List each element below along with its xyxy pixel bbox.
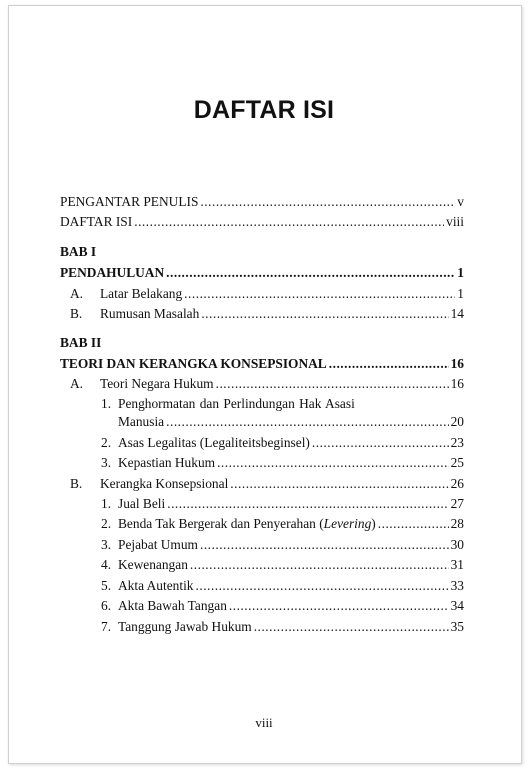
- toc-entry-page: viii: [446, 214, 464, 229]
- toc-entry-page: 27: [450, 496, 464, 511]
- dot-leader: [200, 194, 455, 210]
- toc-subsection-number: 2.: [101, 435, 112, 450]
- toc-entry-label: Kerangka Konsepsional: [100, 476, 229, 491]
- toc-entry-label: Latar Belakang: [100, 286, 183, 301]
- toc-entry-page: 16: [450, 376, 464, 391]
- toc-section-number: B.: [70, 476, 83, 491]
- toc-entry-label: DAFTAR ISI: [60, 214, 133, 229]
- toc-entry-label: Teori Negara Hukum: [100, 376, 214, 391]
- label-emphasis: Levering: [323, 516, 372, 531]
- dot-leader: [216, 376, 449, 392]
- toc-section-number: A.: [70, 286, 84, 301]
- toc-entry-label: Kepastian Hukum: [118, 455, 216, 470]
- toc-section-number: B.: [70, 306, 83, 321]
- dot-leader: [200, 537, 449, 553]
- toc-entry-pengantar[interactable]: [60, 194, 464, 210]
- toc-entry-latar-belakang[interactable]: [100, 286, 464, 302]
- chapter-heading-bab-1: BAB I: [60, 244, 97, 259]
- toc-subsection-number: 3.: [101, 537, 112, 552]
- dot-leader: [312, 435, 449, 451]
- toc-subsection-number: 4.: [101, 557, 112, 572]
- toc-entry-benda-tak-bergerak[interactable]: [118, 516, 464, 532]
- dot-leader: [166, 414, 448, 430]
- toc-entry-page: 25: [450, 455, 464, 470]
- toc-entry-label: PENDAHULUAN: [60, 265, 165, 280]
- toc-subsection-number: 7.: [101, 619, 112, 634]
- dot-leader: [329, 356, 449, 372]
- toc-entry-label: PENGANTAR PENULIS: [60, 194, 199, 209]
- toc-entry-penghormatan[interactable]: [118, 414, 464, 430]
- toc-entry-page: 35: [450, 619, 464, 634]
- toc-entry-page: 1: [457, 265, 464, 280]
- toc-entry-label: Kewenangan: [118, 557, 188, 572]
- dot-leader: [229, 598, 449, 614]
- dot-leader: [196, 578, 449, 594]
- toc-subsection-number: 1.: [101, 396, 112, 411]
- toc-entry-page: v: [457, 194, 464, 209]
- dot-leader: [254, 619, 449, 635]
- toc-entry-page: 26: [450, 476, 464, 491]
- toc-subsection-number: 2.: [101, 516, 112, 531]
- dot-leader: [134, 214, 444, 230]
- label-text: ): [371, 516, 376, 531]
- toc-entry-label: Akta Autentik: [118, 578, 194, 593]
- dot-leader: [201, 306, 448, 322]
- dot-leader: [166, 265, 455, 281]
- dot-leader: [190, 557, 449, 573]
- toc-entry-page: 28: [450, 516, 464, 531]
- toc-entry-label: Pejabat Umum: [118, 537, 198, 552]
- toc-entry-kerangka-konsepsional[interactable]: [100, 476, 464, 492]
- toc-subsection-number: 6.: [101, 598, 112, 613]
- toc-entry-page: 20: [450, 414, 464, 429]
- toc-entry-label: Jual Beli: [118, 496, 166, 511]
- toc-entry-pendahuluan[interactable]: [60, 265, 464, 281]
- toc-entry-label: TEORI DAN KERANGKA KONSEPSIONAL: [60, 356, 327, 371]
- toc-entry-page: 30: [450, 537, 464, 552]
- toc-section-number: A.: [70, 376, 84, 391]
- toc-entry-page: 34: [450, 598, 464, 613]
- label-text: Benda Tak Bergerak dan Penyerahan (: [118, 516, 324, 531]
- dot-leader: [230, 476, 448, 492]
- page-title: DAFTAR ISI: [193, 96, 335, 124]
- dot-leader: [167, 496, 448, 512]
- toc-entry-teori-kerangka[interactable]: [60, 356, 464, 372]
- toc-entry-page: 23: [450, 435, 464, 450]
- dot-leader: [184, 286, 455, 302]
- toc-entry-kepastian-hukum[interactable]: [118, 455, 464, 471]
- toc-entry-akta-autentik[interactable]: [118, 578, 464, 594]
- toc-entry-label-line1[interactable]: Penghormatan dan Perlindungan Hak Asasi: [118, 396, 355, 411]
- toc-subsection-number: 3.: [101, 455, 112, 470]
- toc-entry-page: 31: [450, 557, 464, 572]
- toc-entry-tanggung-jawab-hukum[interactable]: [118, 619, 464, 635]
- toc-entry-kewenangan[interactable]: [118, 557, 464, 573]
- toc-entry-label: Asas Legalitas (Legaliteitsbeginsel): [118, 435, 310, 450]
- toc-entry-daftar-isi[interactable]: [60, 214, 464, 230]
- toc-subsection-number: 1.: [101, 496, 112, 511]
- toc-subsection-number: 5.: [101, 578, 112, 593]
- toc-entry-label: Tanggung Jawab Hukum: [118, 619, 252, 634]
- toc-entry-asas-legalitas[interactable]: [118, 435, 464, 451]
- toc-entry-page: 1: [457, 286, 464, 301]
- dot-leader: [217, 455, 449, 471]
- toc-entry-label: Akta Bawah Tangan: [118, 598, 227, 613]
- chapter-heading-bab-2: BAB II: [60, 335, 102, 350]
- toc-entry-jual-beli[interactable]: [118, 496, 464, 512]
- toc-entry-akta-bawah-tangan[interactable]: [118, 598, 464, 614]
- toc-entry-page: 14: [450, 306, 464, 321]
- toc-entry-pejabat-umum[interactable]: [118, 537, 464, 553]
- toc-entry-label: Manusia: [118, 414, 165, 429]
- toc-entry-rumusan-masalah[interactable]: [100, 306, 464, 322]
- toc-entry-teori-negara-hukum[interactable]: [100, 376, 464, 392]
- toc-entry-page: 33: [450, 578, 464, 593]
- toc-entry-label: Rumusan Masalah: [100, 306, 200, 321]
- dot-leader: [378, 516, 449, 532]
- page-number-footer: viii: [255, 715, 273, 730]
- toc-entry-page: 16: [450, 356, 464, 371]
- toc-entry-label: [118, 516, 376, 532]
